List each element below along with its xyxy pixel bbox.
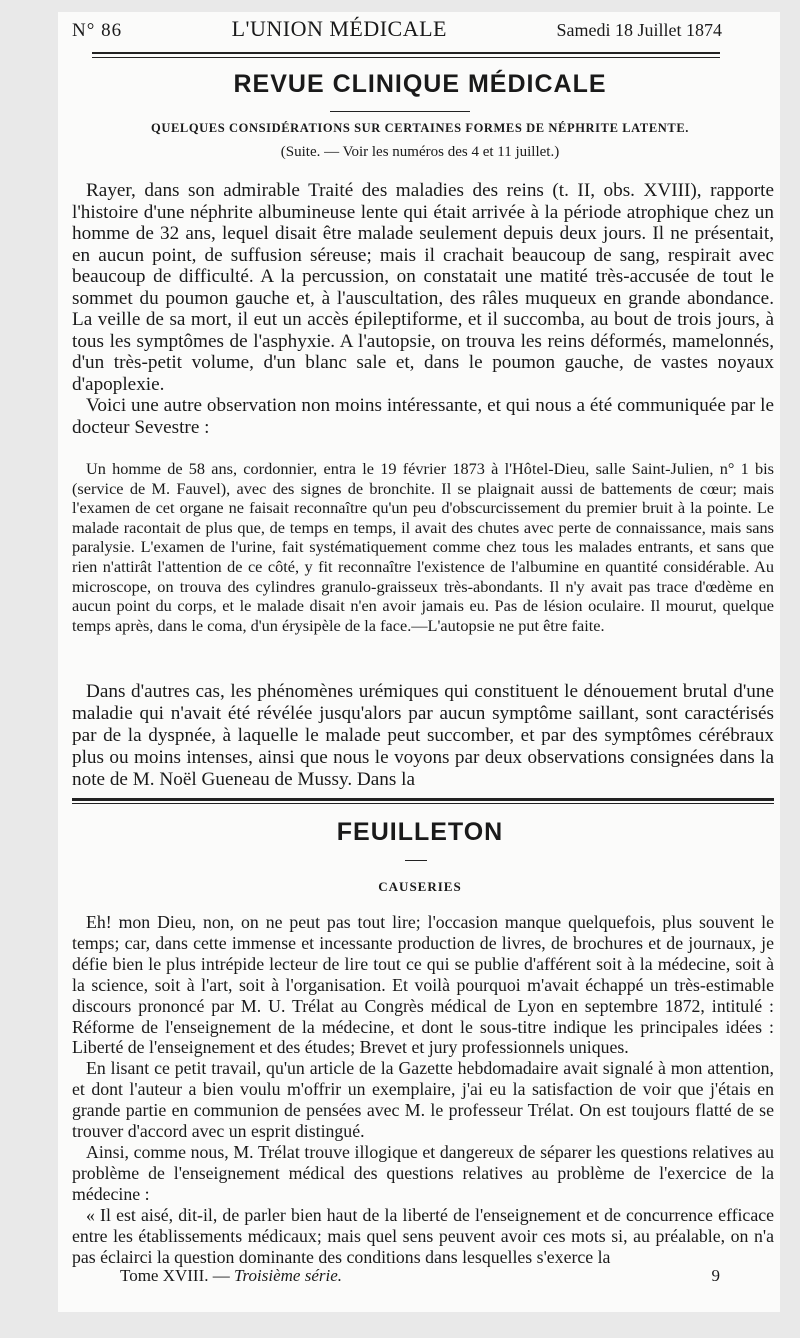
page-header: [72, 16, 722, 46]
feuilleton-title: FEUILLETON: [336, 818, 504, 846]
observation-paragraph: Un homme de 58 ans, cordonnier, entra le 19 février 1873 à l'Hôtel-Dieu, salle Saint-Julien, n° 1 bis (service de M. Fauvel), avec des signes de bronchite. Il se plaignait aussi de battements de cœur; mais l'examen de cet organe ne faisait reconnaître qu'un peu d'obscurcissement du premier bruit à la pointe. Le malade racontait de plus que, de temps en temps, il avait des chutes avec perte de connaissance, mais sans paralysie. L'examen de l'urine, fait systématiquement comme chez tous les malades entrants, et sans que rien n'attirât l'attention de ce côté, y fit reconnaître l'existence de l'albumine en quantité considérable. Au microscope, on trouva des cylindres granulo-graisseux très-abondants. Il n'y avait pas trace d'œdème en aucun point du corps, et le malade disait n'en avoir jamais eu. Pas de lésion oculaire. Il mourut, quelque temps après, dans le coma, d'un érysipèle de la face.—L'autopsie ne put être faite.: [72, 459, 774, 635]
feuilleton-rule-thin: [72, 803, 774, 804]
page-footer: [120, 1266, 720, 1286]
header-rule-thin: [92, 57, 720, 58]
paragraph-other-cases: Dans d'autres cas, les phénomènes urémiques qui constituent le dénouement brutal d'une maladie qui n'avait été révélée jusqu'alors par aucun symptôme saillant, sont caractérisés par de la dyspnée, à laquelle le malade peut succomber, et par des symptômes cérébraux plus ou moins intenses, ainsi que nous le voyons par deux observations consignées dans la note de M. Noël Gueneau de Mussy. Dans la: [72, 681, 774, 790]
feuilleton-paragraph-2: En lisant ce petit travail, qu'un article de la Gazette hebdomadaire avait signalé à mon attention, et dont l'auteur a bien voulu m'offrir un exemplaire, j'ai eu la satisfaction de voir que j'étais en grande partie en communion de pensées avec M. le professeur Trélat. On est toujours flatté de se trouver d'accord avec un esprit distingué.: [72, 1058, 774, 1142]
feuilleton-paragraph-3: Ainsi, comme nous, M. Trélat trouve illogique et dangereux de séparer les questions relatives au problème de l'enseignement médical des questions relatives au problème de l'exercice de la médecine :: [72, 1141, 774, 1204]
feuilleton-rule: [72, 798, 774, 801]
header-rule: [92, 52, 720, 54]
journal-title: L'UNION MÉDICALE: [231, 16, 447, 41]
issue-number: N° 86: [72, 20, 123, 41]
footer-series: Troisième série.: [234, 1266, 342, 1285]
footer-volume: [120, 1266, 342, 1286]
page-number: 9: [711, 1266, 720, 1285]
issue-date: Samedi 18 Juillet 1874: [556, 20, 722, 40]
feuilleton-body: [72, 912, 774, 1267]
footer-volume-label: Tome XVIII. —: [120, 1266, 230, 1285]
paragraph-sevestre-intro: Voici une autre observation non moins intéressante, et qui nous a été communiquée par le docteur Sevestre :: [72, 395, 774, 438]
feuilleton-paragraph-4: « Il est aisé, dit-il, de parler bien haut de la liberté de l'enseignement et de concurrence efficace entre les établissements médicaux; mais quel sens peuvent avoir ces mots si, au préalable, on n'a pas éclairci la question dominante des conditions dans lesquelles s'exerce la: [72, 1204, 774, 1267]
causeries-heading: CAUSERIES: [378, 879, 462, 894]
feuilleton-dash: [405, 860, 427, 861]
paragraph-rayer: Rayer, dans son admirable Traité des maladies des reins (t. II, obs. XVIII), rapporte l'histoire d'une néphrite albumineuse lente qui était arrivée à la période atrophique chez un homme de 32 ans, lequel disait être malade seulement depuis deux jours. Il ne présentait, en aucun point, de suffusion séreuse; mais il crachait beaucoup de sang, respirait avec beaucoup de difficulté. A la percussion, on constatait une matité très-accusée de tout le sommet du poumon gauche et, à l'auscultation, des râles muqueux en grande abondance. La veille de sa mort, il eut un accès épileptiforme, et il succomba, au bout de trois jours, à tous les symptômes de l'asphyxie. A l'autopsie, on trouva les reins déformés, mamelonnés, d'un très-petit volume, d'un blanc sale et, dans le poumon gauche, de vastes noyaux d'apoplexie.: [72, 180, 774, 395]
feuilleton-paragraph-1: Eh! mon Dieu, non, on ne peut pas tout lire; l'occasion manque quelquefois, plus souvent le temps; car, dans cette immense et incessante production de livres, de brochures et de journaux, je défie bien le plus intrépide lecteur de lire tout ce qui se publie d'afférent soit à la médecine, soit à la science, soit à l'art, soit à l'organisation. Et voilà pourquoi m'avait échappé un très-estimable discours prononcé par M. U. Trélat au Congrès médical de Lyon en septembre 1872, intitulé : Réforme de l'enseignement de la médecine, et dont le sous-titre indique les principales idées : Liberté de l'enseignement et des études; Brevet et jury professionnels uniques.: [72, 912, 774, 1058]
article-body: [72, 180, 774, 438]
article-subtitle: QUELQUES CONSIDÉRATIONS SUR CERTAINES FORMES DE NÉPHRITE LATENTE.: [151, 121, 689, 135]
section-title: REVUE CLINIQUE MÉDICALE: [233, 70, 607, 98]
title-underline: [330, 111, 470, 112]
continuation-note: (Suite. — Voir les numéros des 4 et 11 juillet.): [280, 144, 560, 160]
